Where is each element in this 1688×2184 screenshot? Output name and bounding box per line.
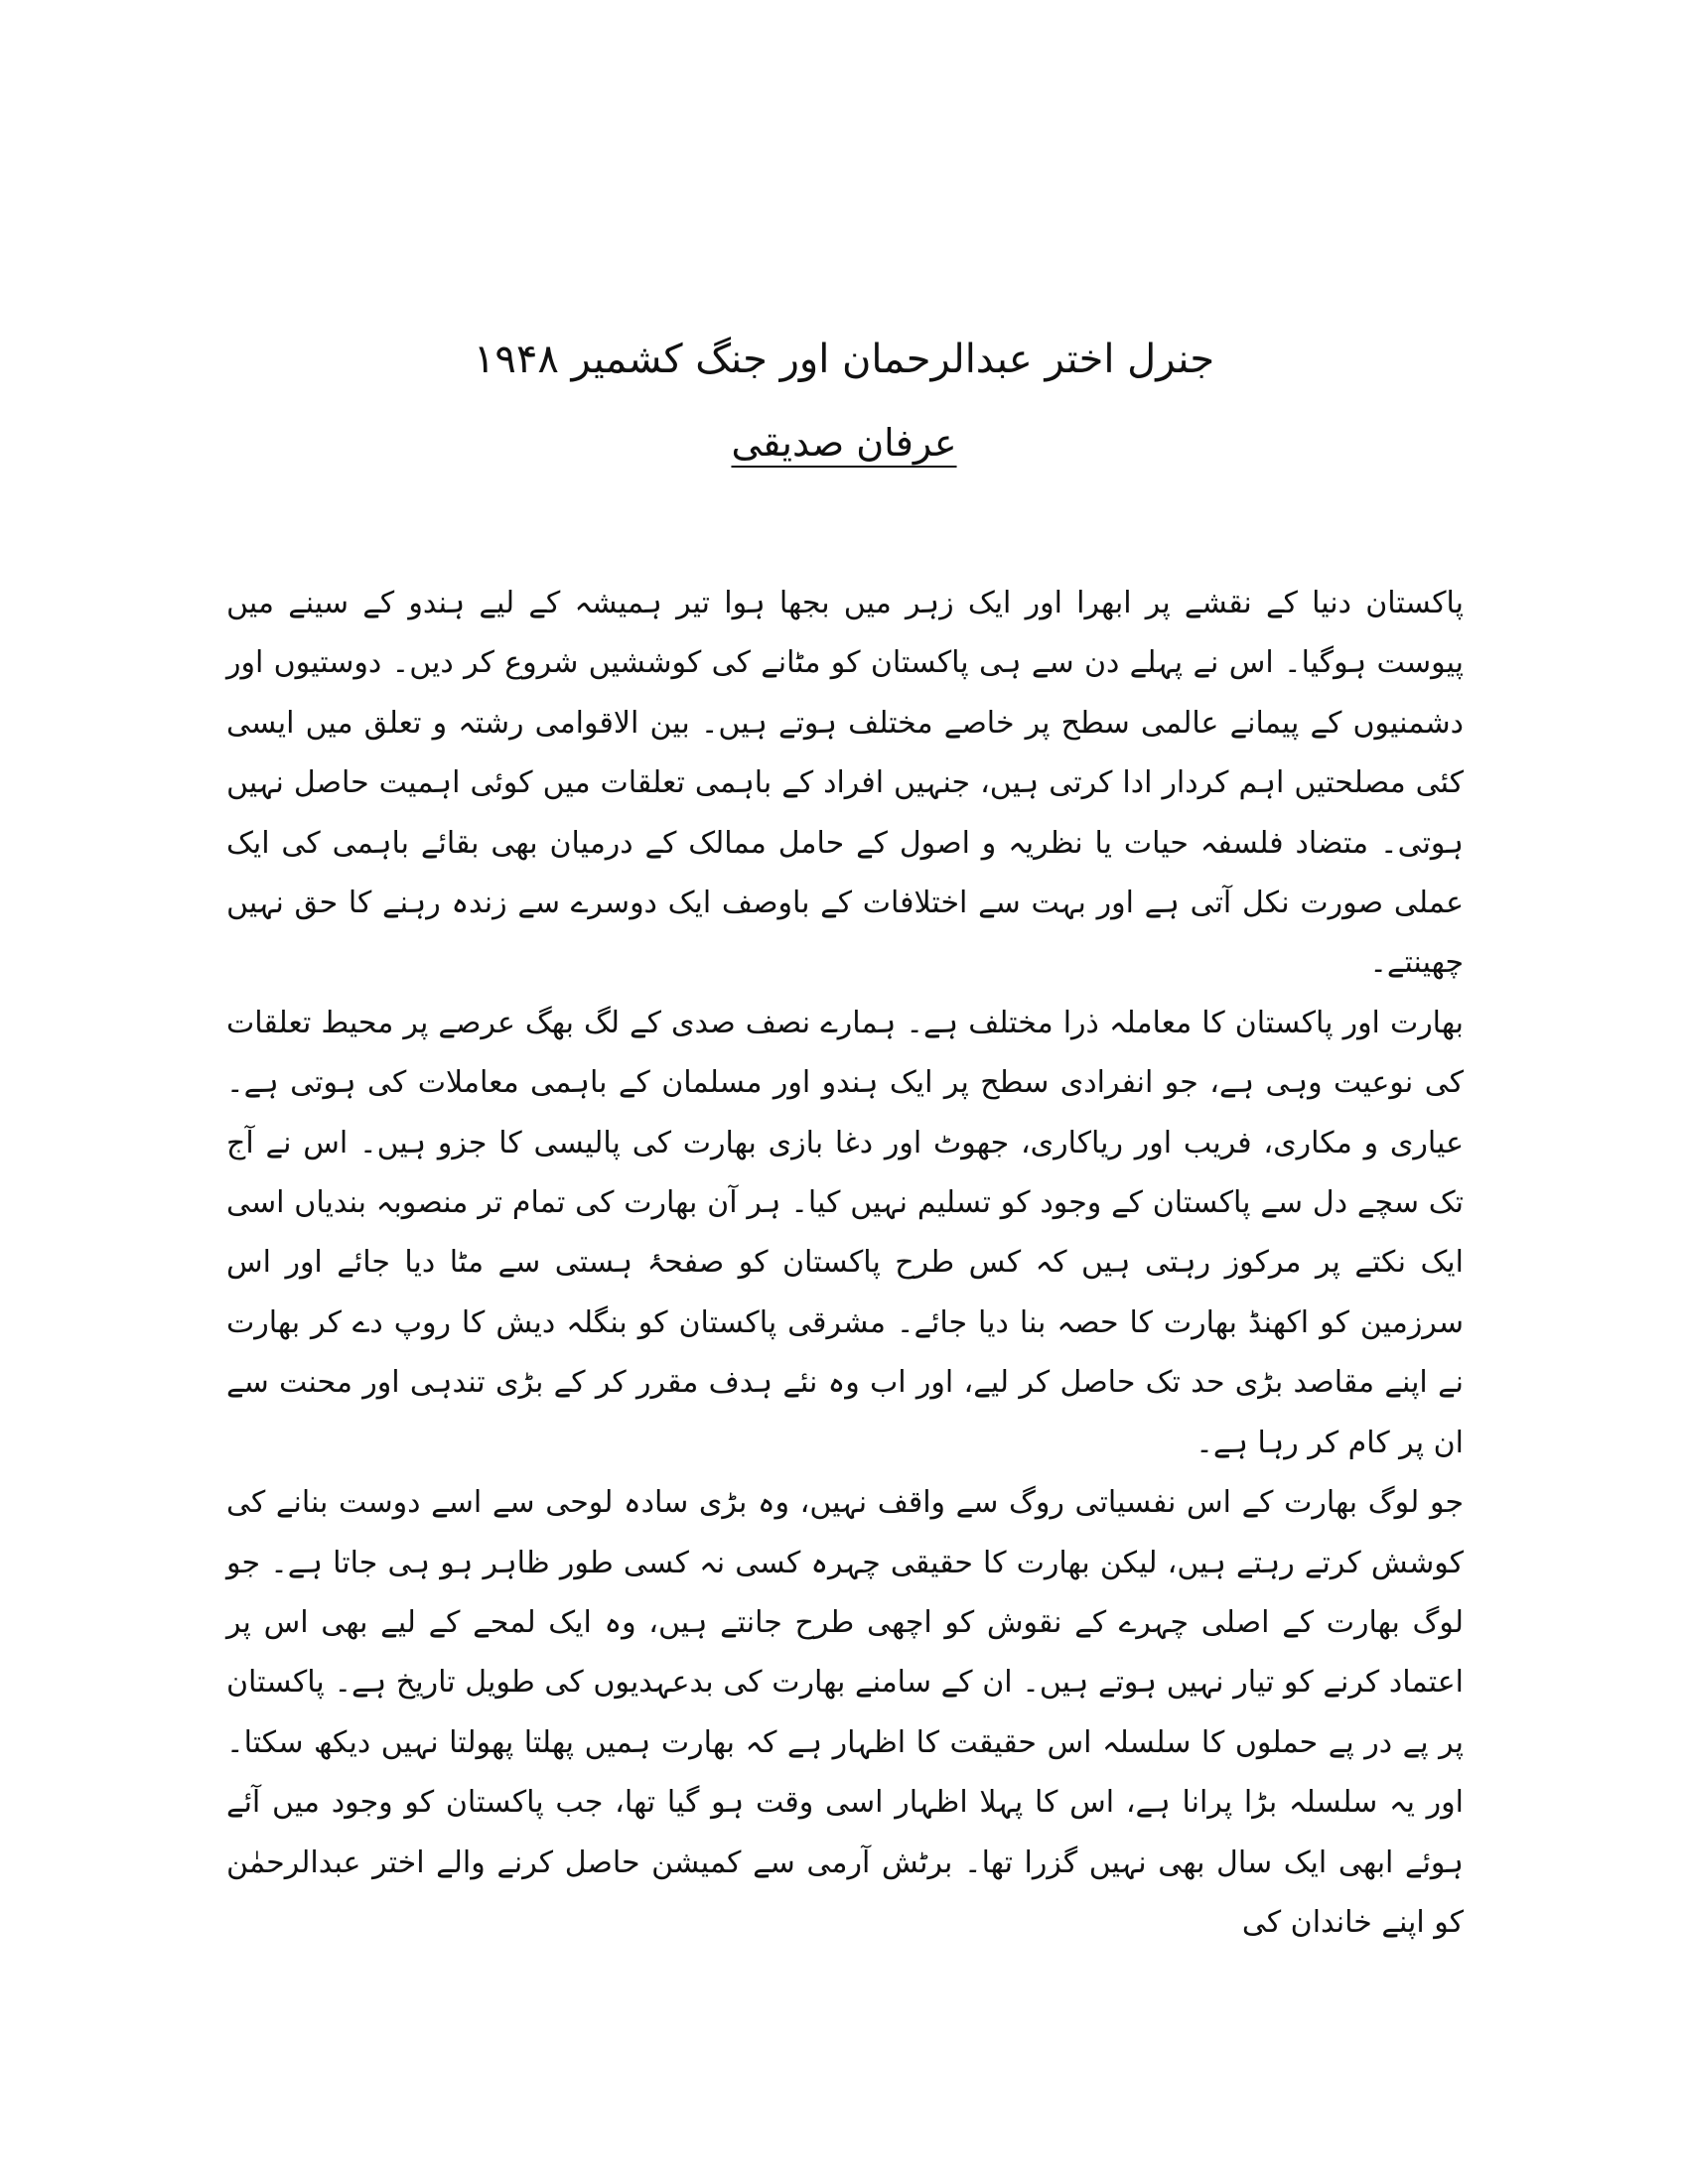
author-name (0, 415, 1688, 471)
document-title: جنرل اختر عبدالرحمان اور جنگ کشمیر ۱۹۴۸ (473, 337, 1215, 382)
document-body (226, 574, 1464, 1953)
paragraph-1: پاکستان دنیا کے نقشے پر ابھرا اور ایک زہر میں بجھا ہوا تیر ہمیشہ کے لیے ہندو کے سینے میں پیوست ہوگیا۔ اس نے پہلے دن سے ہی پاکستان کو مٹانے کی کوششیں شروع کر دیں۔ دوستیوں اور دشمنیوں کے پیمانے عالمی سطح پر خاصے مختلف ہوتے ہیں۔ بین الاقوامی رشتہ و تعلق میں ایسی کئی مصلحتیں اہم کردار ادا کرتی ہیں، جنہیں افراد کے باہمی تعلقات میں کوئی اہمیت حاصل نہیں ہوتی۔ متضاد فلسفہ حیات یا نظریہ و اصول کے حامل ممالک کے درمیان بھی بقائے باہمی کی ایک عملی صورت نکل آتی ہے اور بہت سے اختلافات کے باوصف ایک دوسرے سے زندہ رہنے کا حق نہیں چھینتے۔ (226, 586, 1464, 981)
paragraph-2: بھارت اور پاکستان کا معاملہ ذرا مختلف ہے۔ ہمارے نصف صدی کے لگ بھگ عرصے پر محیط تعلقات کی نوعیت وہی ہے، جو انفرادی سطح پر ایک ہندو اور مسلمان کے باہمی معاملات کی ہوتی ہے۔ عیاری و مکاری، فریب اور ریاکاری، جھوٹ اور دغا بازی بھارت کی پالیسی کا جزو ہیں۔ اس نے آج تک سچے دل سے پاکستان کے وجود کو تسلیم نہیں کیا۔ ہر آن بھارت کی تمام تر منصوبہ بندیاں اسی ایک نکتے پر مرکوز رہتی ہیں کہ کس طرح پاکستان کو صفحۂ ہستی سے مٹا دیا جائے اور اس سرزمین کو اکھنڈ بھارت کا حصہ بنا دیا جائے۔ مشرقی پاکستان کو بنگلہ دیش کا روپ دے کر بھارت نے اپنے مقاصد بڑی حد تک حاصل کر لیے، اور اب وہ نئے ہدف مقرر کر کے بڑی تندہی اور محنت سے ان پر کام کر رہا ہے۔ (226, 1005, 1464, 1460)
author-name-text: عرفان صدیقی (731, 421, 957, 465)
paragraph-3: جو لوگ بھارت کے اس نفسیاتی روگ سے واقف نہیں، وہ بڑی سادہ لوحی سے اسے دوست بنانے کی کوشش کرتے رہتے ہیں، لیکن بھارت کا حقیقی چہرہ کسی نہ کسی طور ظاہر ہو ہی جاتا ہے۔ جو لوگ بھارت کے اصلی چہرے کے نقوش کو اچھی طرح جانتے ہیں، وہ ایک لمحے کے لیے بھی اس پر اعتماد کرنے کو تیار نہیں ہوتے ہیں۔ ان کے سامنے بھارت کی بدعہدیوں کی طویل تاریخ ہے۔ پاکستان پر پے در پے حملوں کا سلسلہ اس حقیقت کا اظہار ہے کہ بھارت ہمیں پھلتا پھولتا نہیں دیکھ سکتا۔ اور یہ سلسلہ بڑا پرانا ہے، اس کا پہلا اظہار اسی وقت ہو گیا تھا، جب پاکستان کو وجود میں آئے ہوئے ابھی ایک سال بھی نہیں گزرا تھا۔ برٹش آرمی سے کمیشن حاصل کرنے والے اختر عبدالرحمٰن کو اپنے خاندان کی (226, 1485, 1464, 1940)
